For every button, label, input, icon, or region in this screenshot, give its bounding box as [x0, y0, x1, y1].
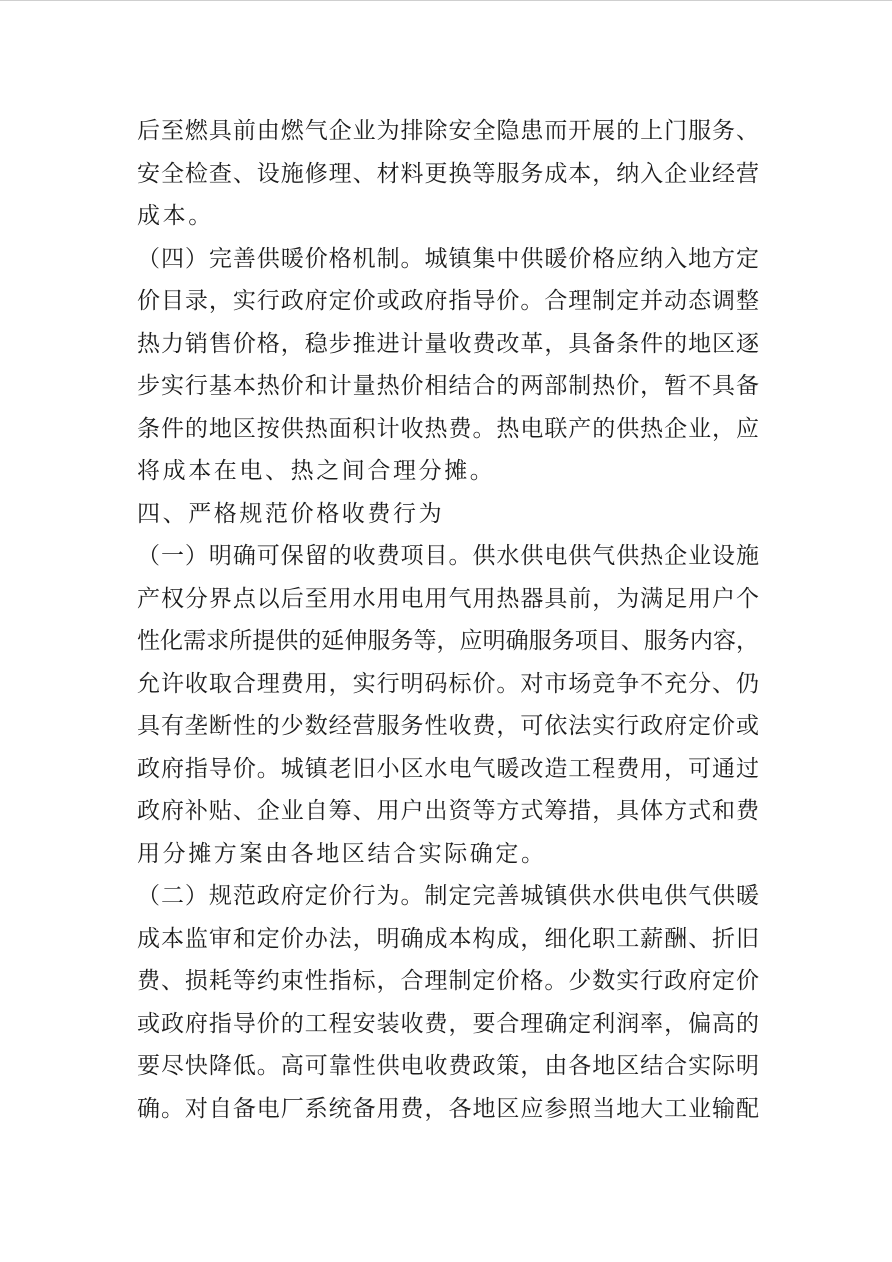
text-line: 将成本在电、热之间合理分摊。 — [137, 458, 496, 484]
chapter-heading: 四、严格规范价格收费行为 — [137, 500, 445, 527]
text-line: 要尽快降低。高可靠性供电收费政策，由各地区结合实际明 — [137, 1053, 759, 1079]
text-line: 成本监审和定价办法，明确成本构成，细化职工薪酬、折旧 — [137, 925, 759, 952]
text-line: 价目录，实行政府定价或政府指导价。合理制定并动态调整 — [137, 288, 759, 314]
text-line: 或政府指导价的工程安装收费，要合理确定利润率，偏高的 — [137, 1010, 759, 1037]
text-line: 安全检查、设施修理、材料更换等服务成本，纳入企业经营 — [137, 160, 759, 187]
section-heading-line: （一）明确可保留的收费项目。供水供电供气供热企业设施 — [137, 543, 759, 569]
text-line: 具有垄断性的少数经营服务性收费，可依法实行政府定价或 — [137, 713, 759, 739]
text-line: 确。对自备电厂系统备用费，各地区应参照当地大工业输配 — [137, 1095, 759, 1122]
section-heading-line: （二）规范政府定价行为。制定完善城镇供水供电供气供暖 — [137, 883, 759, 909]
text-line: 费、损耗等约束性指标，合理制定价格。少数实行政府定价 — [137, 968, 759, 994]
document-body — [137, 110, 759, 1130]
text-line: 后至燃具前由燃气企业为排除安全隐患而开展的上门服务、 — [137, 118, 759, 144]
text-line: 热力销售价格，稳步推进计量收费改革，具备条件的地区逐 — [137, 330, 759, 357]
text-line: 用分摊方案由各地区结合实际确定。 — [137, 840, 547, 867]
text-line: 条件的地区按供热面积计收热费。热电联产的供热企业，应 — [137, 415, 759, 442]
text-line: 成本。 — [137, 203, 214, 229]
text-line: 步实行基本热价和计量热价相结合的两部制热价，暂不具备 — [137, 373, 759, 399]
text-line: 产权分界点以后至用水用电用气用热器具前，为满足用户个 — [137, 585, 759, 612]
page-top-border — [0, 0, 892, 1]
section-heading-line: （四）完善供暖价格机制。城镇集中供暖价格应纳入地方定 — [137, 245, 759, 272]
text-line: 性化需求所提供的延伸服务等，应明确服务项目、服务内容， — [137, 628, 759, 654]
text-line: 允许收取合理费用，实行明码标价。对市场竞争不充分、仍 — [137, 670, 759, 697]
text-line: 政府指导价。城镇老旧小区水电气暖改造工程费用，可通过 — [137, 755, 759, 782]
text-line: 政府补贴、企业自筹、用户出资等方式筹措，具体方式和费 — [137, 798, 759, 824]
